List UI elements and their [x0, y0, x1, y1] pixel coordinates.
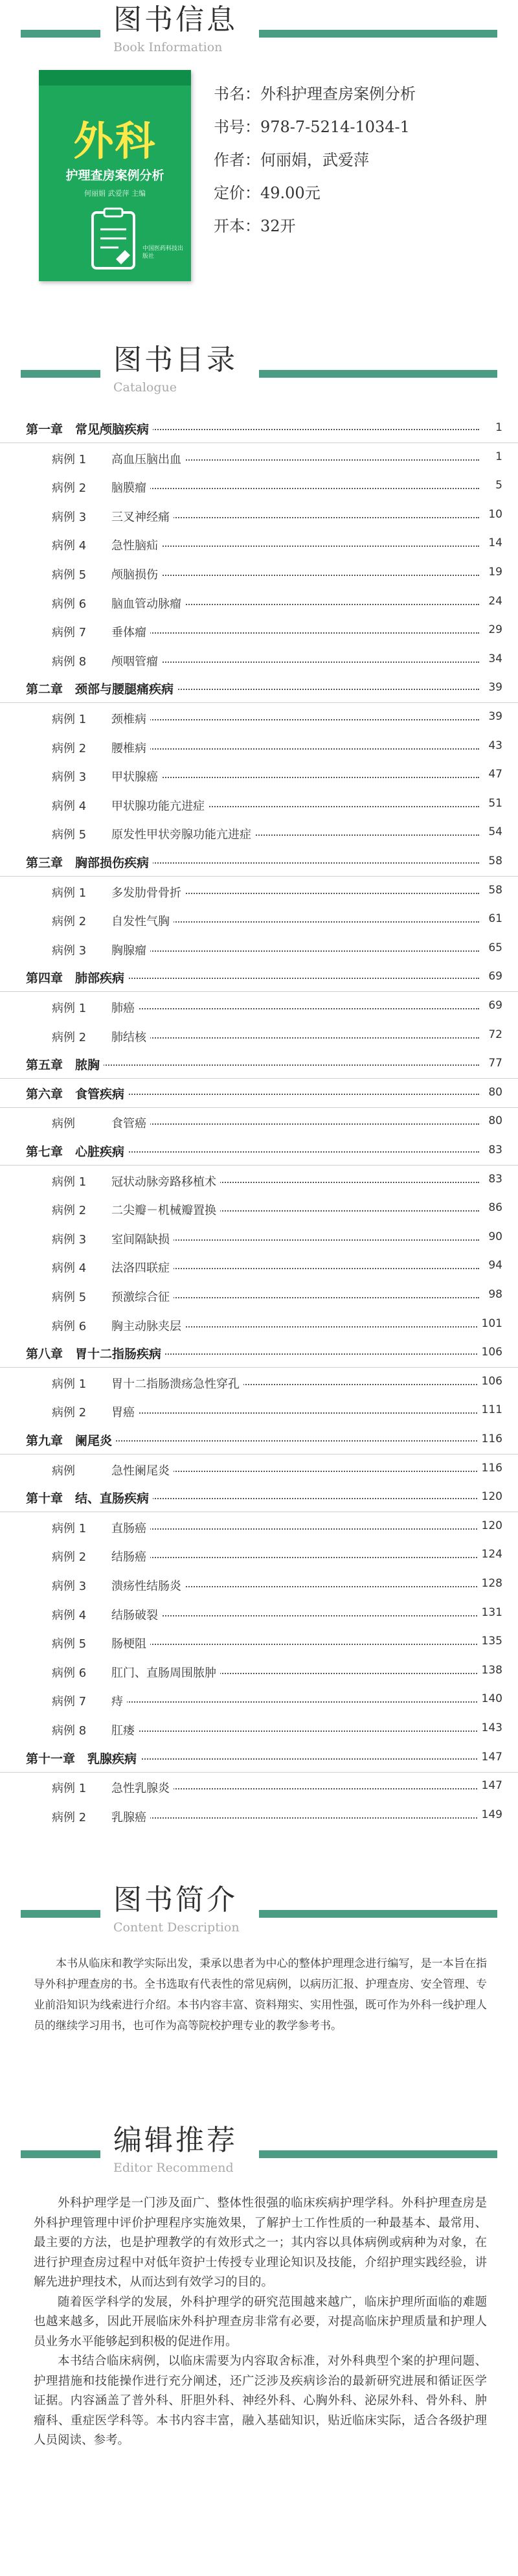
toc-page-number: 47: [484, 768, 502, 781]
editor-paragraph: 随着医学科学的发展，外科护理学的研究范围越来越广，临床护理所面临的难题也越来越多，因此开展临床外科护理查房非常有必要，对提高临床护理质量和护理人员业务水平能够起到积极的促进作用。: [34, 2295, 487, 2349]
toc-case-row: [0, 790, 518, 819]
toc-chapter-title: 第九章 阑尾炎: [26, 1431, 116, 1449]
toc-page-number: 77: [484, 1057, 502, 1070]
toc-case-row: [0, 1108, 518, 1136]
toc-case-number: 病例 2: [52, 741, 87, 755]
toc-case-title: 肺癌: [111, 999, 139, 1016]
toc-page-number: 83: [484, 1144, 502, 1156]
toc-case-number: 病例 2: [52, 1204, 87, 1218]
clipboard-icon: [87, 206, 139, 271]
toc-case-row: [0, 1195, 518, 1223]
toc-case-number: 病例 2: [52, 1406, 87, 1420]
toc-case-row: [0, 1368, 518, 1397]
toc-case-row: [0, 472, 518, 501]
toc-chapter-row: [0, 1137, 518, 1166]
toc-case-number: 病例 2: [52, 915, 87, 929]
toc-chapter-title: 第七章 心脏疾病: [26, 1142, 128, 1160]
toc-case-row: [0, 993, 518, 1021]
toc-case-title: 颅咽管瘤: [111, 652, 162, 669]
toc-page-number: 29: [484, 623, 502, 636]
toc-case-number: 病例 6: [52, 597, 87, 611]
section-header-book-info: [0, 0, 518, 71]
toc-case-title: 脑血管动脉瘤: [111, 595, 185, 612]
toc-case-row: [0, 1686, 518, 1714]
toc-case-row: [0, 1166, 518, 1195]
toc-page-number: 58: [484, 855, 502, 868]
header-bar: [21, 1910, 497, 1918]
toc-case-title: 腰椎病: [111, 739, 150, 756]
toc-case-title: 原发性甲状旁腺功能亢进症: [111, 825, 255, 842]
editor-paragraph: 本书结合临床病例，以临床需要为内容取舍标准，对外科典型个案的护理问题、护理措施和技能操作进行充分阐述，还广泛涉及疾病诊治的最新研究进展和循证医学证据。内容涵盖了普外科、肝胆外科、神经外科、心胸外科、泌尿外科、骨外科、肿瘤科、重症医学科等。本书内容丰富，融入基础知识，贴近临床实际，适合各级护理人员阅读、参考。: [34, 2354, 487, 2447]
toc-page-number: 34: [484, 652, 502, 665]
toc-page-number: 149: [478, 1808, 502, 1821]
toc-case-row: [0, 1657, 518, 1686]
section-header-content-description: [0, 1880, 518, 1951]
toc-page-number: 43: [484, 739, 502, 752]
toc-case-row: [0, 1715, 518, 1743]
toc-case-number: 病例 1: [52, 1521, 87, 1535]
toc-case-title: 痔: [111, 1692, 127, 1709]
toc-page-number: 106: [478, 1375, 502, 1388]
toc-case-row: [0, 588, 518, 617]
toc-page-number: 111: [478, 1403, 502, 1416]
book-name: 书名：外科护理查房案例分析: [214, 85, 416, 103]
toc-leader-dots: [117, 1037, 479, 1039]
toc-case-row: [0, 877, 518, 906]
toc-leader-dots: [117, 1817, 479, 1819]
toc-chapter-row: [0, 1426, 518, 1455]
toc-page-number: 124: [478, 1548, 502, 1561]
header-bar: [21, 370, 497, 378]
toc-case-title: 胸主动脉夹层: [111, 1317, 185, 1334]
toc-case-row: [0, 444, 518, 472]
toc-case-title: 胃十二指肠溃疡急性穿孔: [111, 1375, 243, 1392]
toc-chapter-title: 第五章 脓胸: [26, 1055, 104, 1073]
editor-paragraph: 外科护理学是一门涉及面广、整体性很强的临床疾病护理学科。外科护理查房是外科护理管理中评价护理程序实施效果，了解护士工作性质的一种最基本、最常用、最主要的方法，也是护理教学的有效形式之一；其内容以具体病例或病种为对象，在进行护理查房过程中对低年资护士传授专业理论知识及技能，介绍护理实践经验，讲解先进护理技术，从而达到有效学习的目的。: [34, 2196, 487, 2289]
toc-case-number: 病例 1: [52, 1782, 87, 1796]
toc-case-number: 病例 4: [52, 1608, 87, 1622]
toc-page-number: 86: [484, 1201, 502, 1214]
toc-page-number: 135: [478, 1635, 502, 1648]
toc-page-number: 120: [478, 1490, 502, 1503]
toc-page-number: 101: [478, 1317, 502, 1330]
toc-chapter-row: [0, 1484, 518, 1512]
toc-case-row: [0, 935, 518, 963]
toc-page-number: 147: [478, 1779, 502, 1792]
toc-case-row: [0, 704, 518, 732]
toc-case-title: 肺结核: [111, 1028, 150, 1045]
toc-case-row: [0, 1224, 518, 1252]
section-header-editor-recommend: [0, 2121, 518, 2192]
toc-case-title: 颈椎病: [111, 710, 150, 727]
toc-case-title: 垂体瘤: [111, 623, 150, 640]
toc-case-number: 病例 3: [52, 770, 87, 785]
toc-case-title: 结肠破裂: [111, 1606, 162, 1623]
toc-case-row: [0, 1802, 518, 1830]
toc-case-row: [0, 761, 518, 790]
toc-case-number: 病例 1: [52, 886, 87, 900]
toc-case-number: 病例 5: [52, 1291, 87, 1304]
toc-page-number: 138: [478, 1664, 502, 1677]
toc-leader-dots: [117, 1528, 479, 1530]
toc-chapter-title: 第八章 胃十二指肠疾病: [26, 1344, 165, 1362]
cover-publisher: 中国医药科技出版社: [142, 246, 184, 260]
toc-case-number: 病例 6: [52, 1666, 87, 1680]
toc-chapter-title: 第四章 肺部疾病: [26, 969, 128, 986]
toc-page-number: 106: [478, 1346, 502, 1359]
header-bar: [21, 30, 497, 38]
toc-case-row: [0, 530, 518, 558]
book-format: 开本：32开: [214, 217, 296, 235]
toc-case-row: [0, 501, 518, 530]
toc-leader-dots: [117, 661, 479, 663]
toc-case-number: 病例 2: [52, 1810, 87, 1824]
toc-case-number: 病例 3: [52, 510, 87, 524]
toc-page-number: 69: [484, 970, 502, 983]
toc-leader-dots: [117, 1644, 479, 1645]
toc-leader-dots: [117, 1701, 479, 1703]
toc-case-number: 病例 1: [52, 452, 87, 466]
section-subtitle: Book Information: [113, 40, 223, 54]
toc-leader-dots: [117, 748, 479, 750]
toc-case-number: 病例 5: [52, 1637, 87, 1651]
toc-leader-dots: [117, 1008, 479, 1009]
book-authors: 作者：何丽娟，武爱萍: [214, 151, 369, 169]
toc-leader-dots: [117, 575, 479, 576]
toc-page-number: 131: [478, 1606, 502, 1619]
toc-case-title: 法洛四联症: [111, 1259, 174, 1276]
toc-case-row: [0, 559, 518, 588]
toc-case-row: [0, 646, 518, 674]
toc-case-title: 预激综合征: [111, 1288, 174, 1305]
toc-page-number: 80: [484, 1086, 502, 1099]
toc-case-number: 病例 5: [52, 828, 87, 842]
toc-chapter-row: [0, 674, 518, 703]
toc-page-number: 147: [478, 1751, 502, 1764]
toc-case-title: 颅脑损伤: [111, 566, 162, 582]
content-description-text: 本书从临床和教学实际出发，秉承以患者为中心的整体护理理念进行编写，是一本旨在指导外科护理查房的书。全书选取有代表性的常见病例，以病历汇报、护理查房、安全管理、专业前沿知识为线索进行介绍。本书内容丰富、资料翔实、实用性强，既可作为外科一线护理人员的继续学习用书，也可作为高等院校护理专业的教学参考书。: [34, 1957, 487, 2032]
cover-title: 外科: [73, 117, 157, 165]
toc-case-title: 高血压脑出血: [111, 450, 185, 467]
toc-page-number: 39: [484, 710, 502, 723]
toc-case-number: 病例 4: [52, 1261, 87, 1276]
toc-case-number: 病例 3: [52, 1232, 87, 1247]
toc-case-row: [0, 1022, 518, 1050]
toc-chapter-title: 第十一章 乳腺疾病: [26, 1749, 141, 1767]
cover-authors: 何丽娟 武爱萍 主编: [84, 189, 146, 198]
toc-case-number: 病例 4: [52, 539, 87, 553]
toc-case-row: [0, 1455, 518, 1484]
toc-case-title: 甲状腺癌: [111, 768, 162, 785]
toc-case-title: 室间隔缺损: [111, 1230, 174, 1247]
section-header-catalogue: [0, 340, 518, 411]
editor-recommend-text: [34, 2194, 487, 2451]
toc-page-number: 54: [484, 825, 502, 838]
toc-chapter-title: 第二章 颈部与腰腿痛疾病: [26, 680, 177, 697]
toc-chapter-title: 第三章 胸部损伤疾病: [26, 853, 153, 871]
book-isbn: 书号：978-7-5214-1034-1: [214, 118, 410, 136]
toc-case-title: 食管癌: [111, 1114, 150, 1131]
cover-band: [39, 70, 191, 86]
toc-leader-dots: [117, 546, 479, 547]
toc-leader-dots: [117, 1615, 479, 1616]
toc-case-title: 肛门、直肠周围脓肿: [111, 1664, 220, 1681]
toc-page-number: 39: [484, 681, 502, 694]
toc-case-row: [0, 1252, 518, 1281]
toc-case-number: 病例 1: [52, 1377, 87, 1391]
toc-leader-dots: [117, 1557, 479, 1558]
toc-page-number: 5: [491, 479, 502, 492]
toc-case-title: 胃癌: [111, 1403, 139, 1420]
toc-case-row: [0, 906, 518, 934]
toc-leader-dots: [117, 1731, 479, 1732]
toc-case-row: [0, 1773, 518, 1801]
toc-chapter-title: 第十章 结、直肠疾病: [26, 1489, 153, 1506]
toc-leader-dots: [117, 950, 479, 952]
toc-page-number: 98: [484, 1288, 502, 1301]
toc-leader-dots: [117, 632, 479, 634]
toc-case-title: 自发性气胸: [111, 912, 174, 929]
toc-leader-dots: [117, 1412, 479, 1414]
toc-case-number: 病例: [52, 1117, 75, 1131]
toc-case-title: 直肠癌: [111, 1519, 150, 1536]
toc-case-row: [0, 1311, 518, 1339]
section-subtitle: Editor Recommend: [113, 2161, 234, 2175]
toc-case-title: 肛瘘: [111, 1721, 139, 1738]
toc-case-row: [0, 1600, 518, 1628]
toc-page-number: 58: [484, 884, 502, 897]
toc-case-row: [0, 1628, 518, 1657]
section-subtitle: Catalogue: [113, 380, 177, 395]
section-title: 图书简介: [113, 1883, 238, 1916]
toc-page-number: 14: [484, 536, 502, 549]
toc-case-number: 病例 7: [52, 1695, 87, 1709]
toc-page-number: 1: [491, 421, 502, 434]
toc-page-number: 120: [478, 1519, 502, 1532]
toc-leader-dots: [117, 777, 479, 778]
toc-case-row: [0, 1541, 518, 1570]
toc-case-row: [0, 1282, 518, 1310]
toc-case-title: 乳腺癌: [111, 1808, 150, 1825]
toc-case-title: 脑膜瘤: [111, 479, 150, 496]
header-bar: [21, 2150, 497, 2158]
toc-case-number: 病例 2: [52, 481, 87, 496]
toc-page-number: 19: [484, 566, 502, 579]
section-title: 编辑推荐: [113, 2124, 238, 2157]
toc-case-row: [0, 1513, 518, 1541]
section-subtitle: Content Description: [113, 1920, 240, 1935]
toc-chapter-row: [0, 963, 518, 992]
toc-page-number: 128: [478, 1577, 502, 1590]
toc-chapter-row: [0, 1744, 518, 1773]
toc-case-number: 病例 3: [52, 1580, 87, 1593]
book-info-list: [214, 78, 416, 243]
toc-chapter-row: [0, 415, 518, 443]
toc-page-number: 94: [484, 1259, 502, 1272]
toc-case-number: 病例: [52, 1464, 75, 1478]
toc-chapter-row: [0, 1079, 518, 1108]
toc-case-title: 多发肋骨骨折: [111, 884, 185, 901]
toc-case-title: 溃疡性结肠炎: [111, 1577, 185, 1594]
toc-page-number: 140: [478, 1692, 502, 1705]
toc-case-number: 病例 8: [52, 654, 87, 669]
toc-chapter-row: [0, 848, 518, 877]
toc-page-number: 1: [491, 450, 502, 463]
toc-chapter-row: [0, 1050, 518, 1079]
toc-case-number: 病例 1: [52, 713, 87, 726]
toc-case-title: 三叉神经痛: [111, 508, 174, 525]
book-price: 定价：49.00元: [214, 184, 321, 202]
toc-leader-dots: [117, 719, 479, 720]
toc-case-title: 冠状动脉旁路移植术: [111, 1173, 220, 1190]
toc-case-title: 急性乳腺炎: [111, 1779, 174, 1796]
toc-page-number: 116: [478, 1462, 502, 1475]
section-title: 图书目录: [113, 343, 238, 376]
toc-case-title: 肠梗阻: [111, 1635, 150, 1651]
toc-case-title: 急性脑疝: [111, 536, 162, 553]
toc-case-row: [0, 1397, 518, 1425]
toc-page-number: 90: [484, 1230, 502, 1243]
section-title: 图书信息: [113, 3, 238, 36]
toc-case-number: 病例 2: [52, 1550, 87, 1565]
toc-case-number: 病例 2: [52, 1030, 87, 1044]
toc-case-number: 病例 6: [52, 1319, 87, 1333]
toc-chapter-title: 第六章 食管疾病: [26, 1085, 128, 1102]
toc-page-number: 116: [478, 1432, 502, 1445]
toc-page-number: 10: [484, 508, 502, 521]
toc-case-number: 病例 7: [52, 626, 87, 640]
toc-leader-dots: [117, 488, 479, 489]
toc-case-number: 病例 1: [52, 1175, 87, 1189]
toc-page-number: 65: [484, 941, 502, 954]
toc-case-number: 病例 3: [52, 943, 87, 958]
toc-case-number: 病例 4: [52, 799, 87, 813]
toc-page-number: 143: [478, 1721, 502, 1734]
toc-page-number: 72: [484, 1028, 502, 1041]
toc-case-number: 病例 1: [52, 1002, 87, 1015]
toc-case-row: [0, 819, 518, 847]
toc-case-title: 甲状腺功能亢进症: [111, 797, 208, 814]
cover-subtitle: 护理查房案例分析: [65, 168, 164, 183]
toc-case-title: 急性阑尾炎: [111, 1462, 174, 1478]
toc-case-number: 病例 5: [52, 568, 87, 582]
toc-leader-dots: [117, 1123, 479, 1125]
toc-case-row: [0, 1570, 518, 1599]
toc-page-number: 51: [484, 797, 502, 810]
toc-page-number: 80: [484, 1114, 502, 1127]
toc-chapter-title: 第一章 常见颅脑疾病: [26, 420, 153, 437]
toc-case-title: 二尖瓣－机械瓣置换: [111, 1201, 220, 1218]
toc-page-number: 61: [484, 912, 502, 925]
toc-case-title: 胸腺瘤: [111, 941, 150, 958]
book-cover: [39, 70, 191, 281]
toc-page-number: 24: [484, 595, 502, 608]
toc-page-number: 69: [484, 999, 502, 1012]
toc-case-row: [0, 617, 518, 645]
toc-case-row: [0, 733, 518, 761]
toc-chapter-row: [0, 1339, 518, 1368]
toc-case-title: 结肠癌: [111, 1548, 150, 1565]
toc-page-number: 83: [484, 1173, 502, 1186]
toc-case-number: 病例 8: [52, 1724, 87, 1738]
